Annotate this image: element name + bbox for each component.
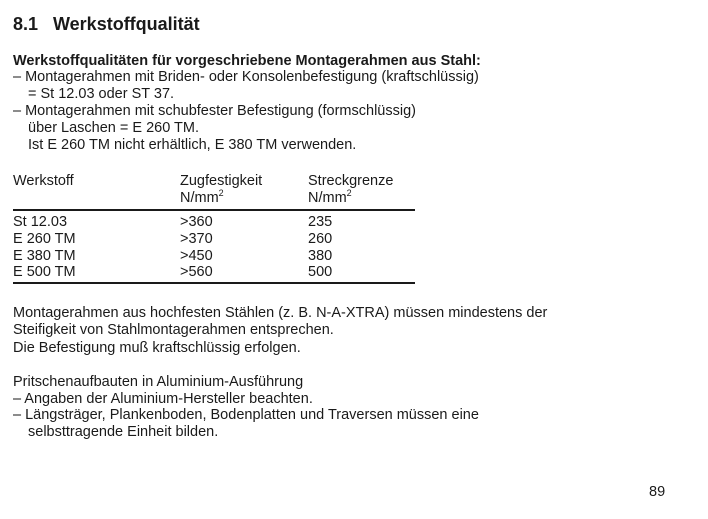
paragraph-line: Montagerahmen aus hochfesten Stählen (z. B. N-A-XTRA) müssen mindestens der	[13, 305, 548, 321]
section-heading	[13, 14, 200, 35]
paragraph-line: Die Befestigung muß kraftschlüssig erfolgen.	[13, 340, 301, 356]
table-cell: >450	[180, 248, 213, 264]
intro-line: – Montagerahmen mit Briden- oder Konsolenbefestigung (kraftschlüssig)	[13, 69, 479, 85]
intro-line: über Laschen = E 260 TM.	[28, 120, 200, 136]
paragraph-line: Pritschenaufbauten in Aluminium-Ausführung	[13, 374, 304, 390]
table-cell: E 500 TM	[13, 264, 76, 280]
paragraph-line: Steifigkeit von Stahlmontagerahmen entsprechen.	[13, 322, 334, 338]
intro-subheading: Werkstoffqualitäten für vorgeschriebene Montagerahmen aus Stahl:	[13, 53, 481, 69]
table-cell: >560	[180, 264, 213, 280]
table-cell: E 380 TM	[13, 248, 76, 264]
paragraph-line: – Angaben der Aluminium-Hersteller beachten.	[13, 391, 313, 407]
table-header-material: Werkstoff	[13, 173, 74, 189]
table-cell: >370	[180, 231, 213, 247]
table-cell: >360	[180, 214, 213, 230]
table-header-yield: Streckgrenze	[308, 173, 394, 189]
table-header-rule	[13, 209, 415, 211]
paragraph-line: – Längsträger, Plankenboden, Bodenplatten und Traversen müssen eine	[13, 407, 479, 423]
table-header-tensile: Zugfestigkeit	[180, 173, 263, 189]
table-header-tensile-unit: $N/mm^2$	[180, 188, 224, 206]
paragraph-line: selbsttragende Einheit bilden.	[28, 424, 219, 440]
page-number: 89	[649, 484, 666, 500]
intro-line: = St 12.03 oder ST 37.	[28, 86, 175, 102]
table-cell: 500	[308, 264, 333, 280]
table-bottom-rule	[13, 282, 415, 284]
table-cell: 260	[308, 231, 333, 247]
section-number: 8.1	[13, 14, 39, 34]
table-cell: St 12.03	[13, 214, 68, 230]
table-cell: 235	[308, 214, 333, 230]
section-title: Werkstoffqualität	[53, 14, 200, 34]
intro-line: – Montagerahmen mit schubfester Befestigung (formschlüssig)	[13, 103, 416, 119]
table-header-yield-unit: $N/mm^2$	[308, 188, 352, 206]
intro-line: Ist E 260 TM nicht erhältlich, E 380 TM verwenden.	[28, 137, 357, 153]
table-cell: E 260 TM	[13, 231, 76, 247]
table-cell: 380	[308, 248, 333, 264]
